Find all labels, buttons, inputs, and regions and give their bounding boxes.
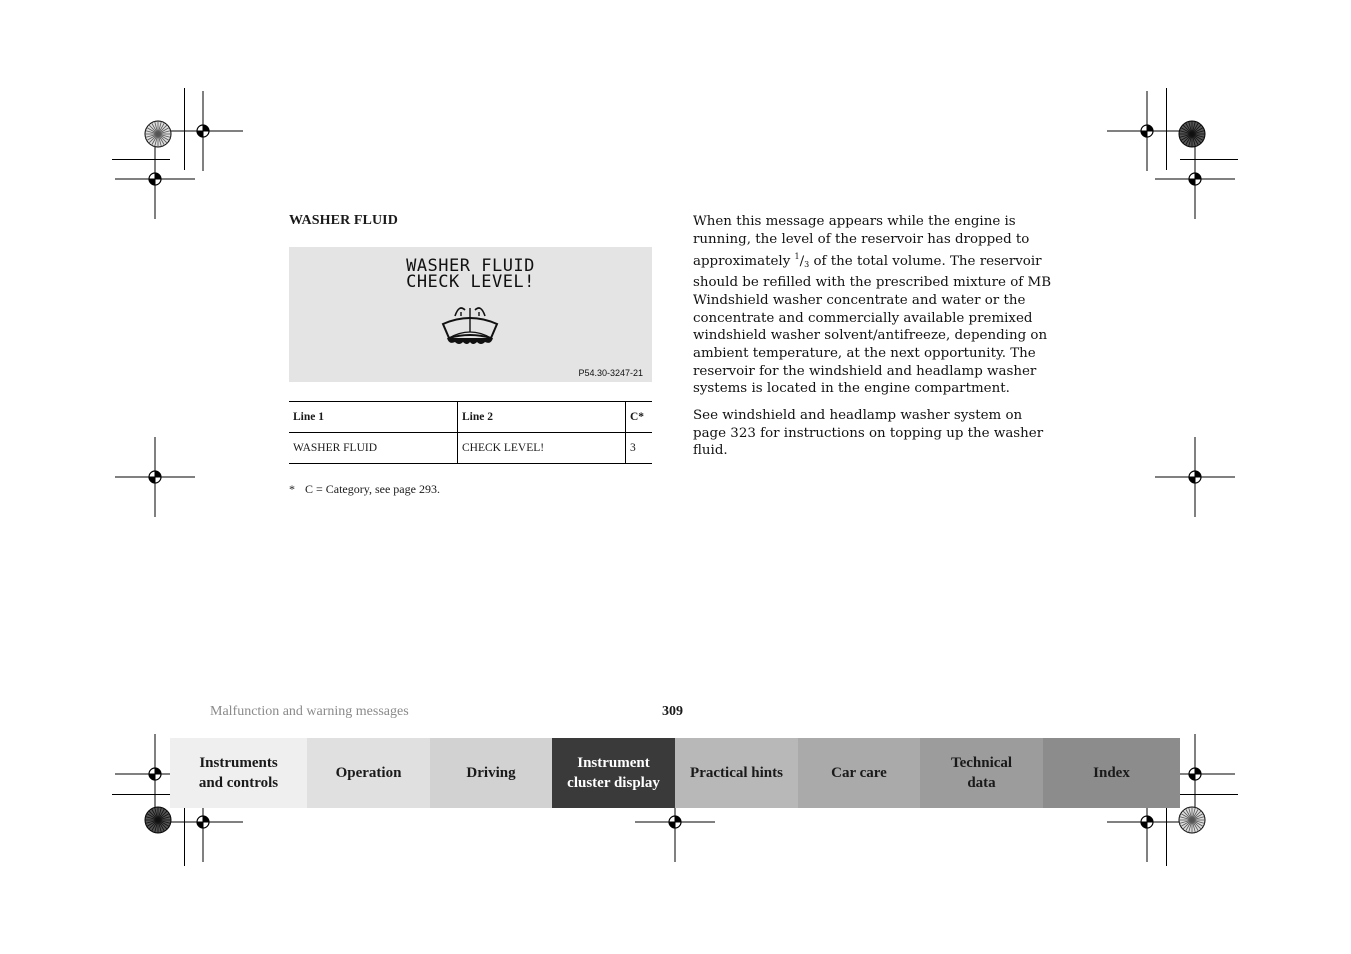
crop-mark (112, 159, 170, 160)
registration-mark (115, 437, 195, 517)
tab-index[interactable] (1043, 738, 1180, 808)
table-cell: CHECK LEVEL! (458, 433, 626, 464)
table-cell: WASHER FLUID (289, 433, 458, 464)
registration-mark (1155, 437, 1235, 517)
paragraph-1-end: of the total volume. The reservoir should be refilled with the prescribed mixture of MB Windshield washer concentrate and water or the concentrate and commercially available premixed windshield washer solvent/antifreeze, depending on ambient temperature, at the next opportunity. The reservoir for the windshield and headlamp washer systems is located in the engine compartment. (693, 254, 1052, 397)
crop-mark (112, 794, 170, 795)
table-row (289, 433, 652, 464)
chapter-tab-bar (170, 738, 1180, 808)
tab-technical-data[interactable] (920, 738, 1043, 808)
tab-driving[interactable] (430, 738, 552, 808)
crop-mark (1180, 159, 1238, 160)
message-table (289, 401, 652, 464)
fraction-denominator: 3 (804, 260, 810, 270)
tab-label: Driving (466, 765, 516, 781)
color-rosette (1178, 806, 1206, 834)
tab-instrument-cluster-display[interactable] (552, 738, 675, 808)
tab-instruments-and-controls[interactable] (170, 738, 307, 808)
table-cell: 3 (626, 433, 653, 464)
tab-car-care[interactable] (798, 738, 920, 808)
color-rosette (144, 806, 172, 834)
tab-label: Operation (335, 765, 402, 781)
section-title: WASHER FLUID (289, 213, 398, 228)
display-line-1: WASHER FLUID (406, 256, 535, 276)
footnote-text: C = Category, see page 293. (305, 482, 440, 496)
tab-label: Car care (831, 765, 887, 781)
page-number: 309 (662, 704, 683, 719)
instrument-cluster-display-illustration (289, 247, 652, 382)
footnote (289, 482, 440, 497)
paragraph-2: See windshield and headlamp washer system on page 323 for instructions on topping up the washer fluid. (693, 408, 1044, 459)
color-rosette (1178, 120, 1206, 148)
washer-fluid-icon (439, 302, 501, 346)
crop-mark (1166, 88, 1167, 170)
paragraph-1-start: When this message appears while the engine is running, the level of the reservoir has dropped to approximately (693, 214, 1030, 270)
column-header-category: C* (626, 402, 653, 433)
tab-label: Index (1093, 765, 1130, 781)
figure-code: P54.30-3247-21 (578, 368, 643, 378)
display-line-2: CHECK LEVEL! (406, 272, 535, 292)
tab-label: Instruments and controls (198, 755, 279, 791)
table-header-row (289, 402, 652, 433)
crop-mark (184, 88, 185, 170)
crop-mark (1180, 794, 1238, 795)
color-rosette (144, 120, 172, 148)
running-head: Malfunction and warning messages (210, 704, 409, 719)
tab-operation[interactable] (307, 738, 430, 808)
column-header-line-2: Line 2 (458, 402, 626, 433)
registration-mark (1155, 139, 1235, 219)
registration-mark (115, 139, 195, 219)
footnote-marker: * (289, 482, 295, 496)
tab-label: Instrument cluster display (567, 755, 660, 791)
tab-label: Technical data (950, 755, 1013, 791)
tab-practical-hints[interactable] (675, 738, 798, 808)
column-header-line-1: Line 1 (289, 402, 458, 433)
fraction-numerator: 1 (794, 252, 800, 262)
fraction-one-third: $^1/_3$ (794, 252, 810, 270)
body-text (693, 213, 1053, 469)
paragraph-1 (693, 213, 1053, 398)
tab-label: Practical hints (690, 765, 783, 781)
